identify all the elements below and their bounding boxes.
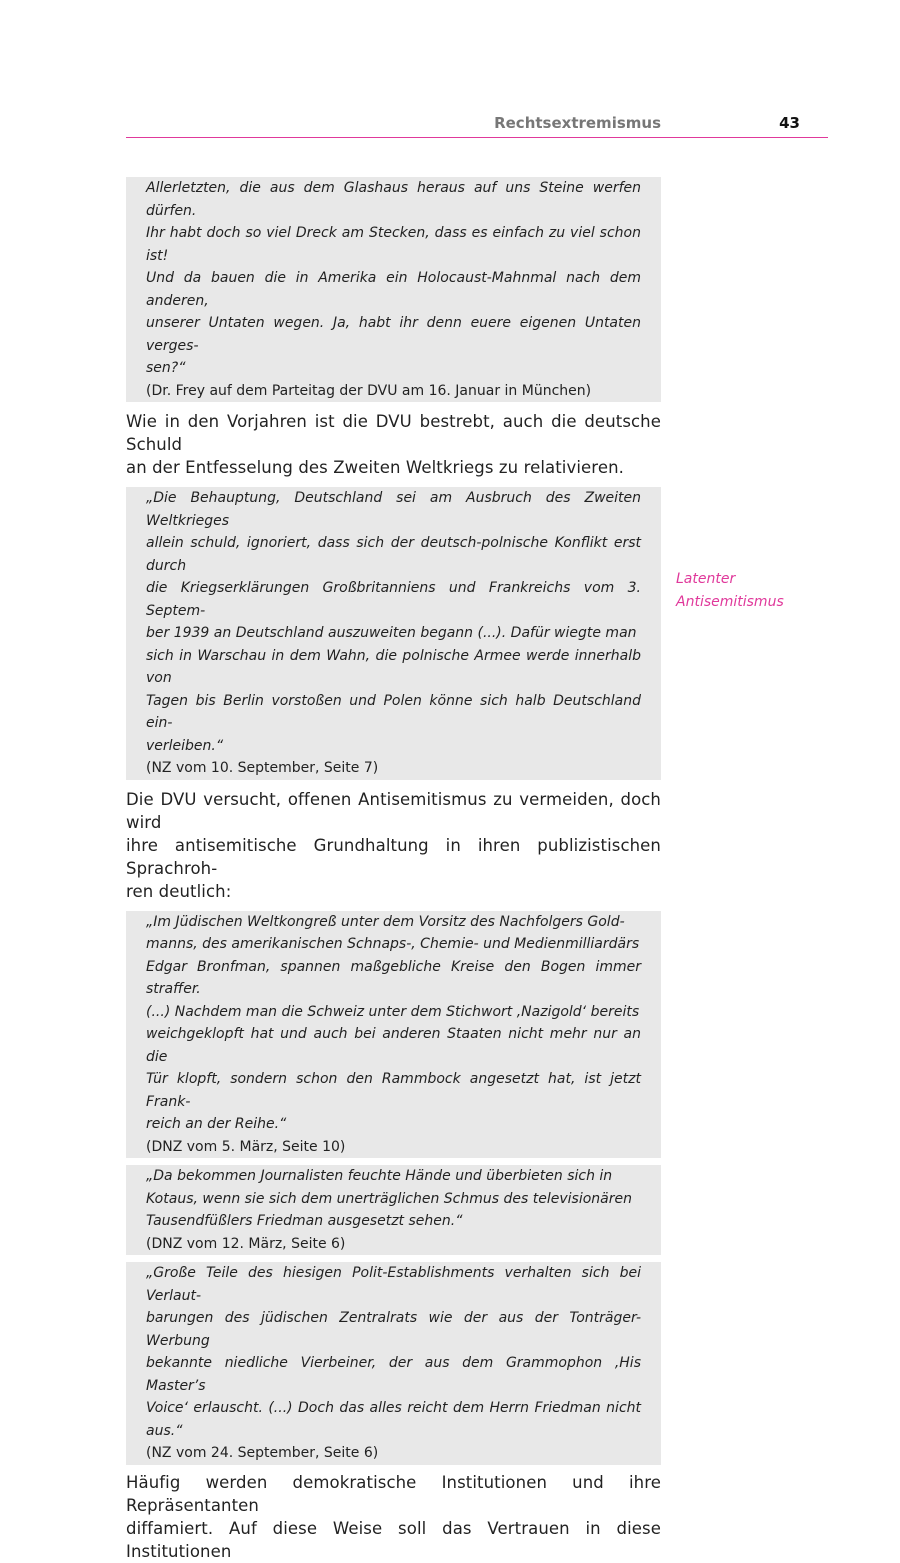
body-line: ihre antisemitische Grundhaltung in ihren publizistischen Sprachroh- (126, 835, 661, 878)
quote-line: barungen des jüdischen Zentralrats wie der aus der Tonträger-Werbung (146, 1310, 641, 1349)
main-content (126, 177, 661, 1563)
quote-block (126, 1262, 661, 1465)
margin-note-line: Latenter (676, 571, 736, 587)
quote-source: (DNZ vom 12. März, Seite 6) (146, 1235, 346, 1252)
quote-line: Und da bauen die in Amerika ein Holocaust-Mahnmal nach dem anderen, (146, 270, 641, 309)
body-paragraph (126, 788, 661, 903)
header-divider (126, 137, 828, 138)
quote-line: „Im Jüdischen Weltkongreß unter dem Vorsitz des Nachfolgers Gold- (146, 913, 625, 930)
quote-line: Tür klopft, sondern schon den Rammbock angesetzt hat, ist jetzt Frank- (146, 1071, 641, 1110)
quote-line: Tausendfüßlers Friedman ausgesetzt sehen.“ (146, 1213, 463, 1229)
quote-line: verleiben.“ (146, 737, 224, 754)
quote-text (146, 1262, 641, 1442)
body-paragraph (126, 410, 661, 479)
quote-line: Tagen bis Berlin vorstoßen und Polen könne sich halb Deutschland ein- (146, 692, 641, 731)
running-header-title: Rechtsextremismus (494, 114, 661, 132)
quote-line: bekannte niedliche Vierbeiner, der aus dem Grammophon ‚His Master’s (146, 1355, 641, 1394)
quote-line: sich in Warschau in dem Wahn, die polnische Armee werde innerhalb von (146, 647, 641, 686)
quote-line: Kotaus, wenn sie sich dem unerträglichen Schmus des televisionären (146, 1190, 632, 1207)
quote-line: „Große Teile des hiesigen Polit-Establishments verhalten sich bei Verlaut- (146, 1265, 641, 1304)
quote-text (146, 177, 641, 380)
body-line: diffamiert. Auf diese Weise soll das Vertrauen in diese Institutionen (126, 1518, 661, 1561)
quote-text (146, 487, 641, 757)
quote-source: (NZ vom 10. September, Seite 7) (146, 760, 379, 776)
quote-line: Voice‘ erlauscht. (...) Doch das alles reicht dem Herrn Friedman nicht aus.“ (146, 1400, 641, 1439)
quote-source: (DNZ vom 5. März, Seite 10) (146, 1138, 346, 1155)
quote-line: „Da bekommen Journalisten feuchte Hände und überbieten sich in (146, 1168, 613, 1184)
quote-line: (...) Nachdem man die Schweiz unter dem Stichwort ‚Nazigold‘ bereits (146, 1003, 640, 1020)
quote-text (146, 1165, 641, 1233)
body-line: ren deutlich: (126, 881, 232, 901)
margin-note-line: Antisemitismus (676, 594, 784, 610)
quote-block (126, 911, 661, 1159)
page-number: 43 (779, 114, 800, 132)
quote-line: unserer Untaten wegen. Ja, habt ihr denn euere eigenen Untaten verges- (146, 315, 641, 354)
quote-block (126, 487, 661, 780)
body-line: Die DVU versucht, offenen Antisemitismus zu vermeiden, doch wird (126, 789, 661, 832)
quote-line: allein schuld, ignoriert, dass sich der deutsch-polnische Konflikt erst durch (146, 535, 641, 574)
margin-note (676, 568, 826, 614)
quote-line: reich an der Reihe.“ (146, 1116, 287, 1132)
quote-line: Allerletzten, die aus dem Glashaus heraus auf uns Steine werfen dürfen. (146, 180, 641, 219)
quote-line: „Die Behauptung, Deutschland sei am Ausbruch des Zweiten Weltkrieges (146, 490, 641, 529)
quote-block (126, 177, 661, 402)
quote-line: die Kriegserklärungen Großbritanniens und Frankreichs vom 3. Septem- (146, 580, 641, 619)
quote-line: sen?“ (146, 360, 186, 376)
body-paragraph (126, 1471, 661, 1563)
quote-block (126, 1165, 661, 1255)
quote-line: Ihr habt doch so viel Dreck am Stecken, dass es einfach zu viel schon ist! (146, 225, 641, 264)
quote-line: Edgar Bronfman, spannen maßgebliche Kreise den Bogen immer straffer. (146, 958, 641, 997)
quote-line: weichgeklopft hat und auch bei anderen Staaten nicht mehr nur an die (146, 1026, 641, 1065)
body-line: Häufig werden demokratische Institutionen und ihre Repräsentanten (126, 1472, 661, 1515)
quote-text (146, 911, 641, 1136)
body-line: an der Entfesselung des Zweiten Weltkriegs zu relativieren. (126, 458, 624, 477)
quote-line: manns, des amerikanischen Schnaps-, Chemie- und Medienmilliardärs (146, 936, 640, 952)
quote-line: ber 1939 an Deutschland auszuweiten begann (...). Dafür wiegte man (146, 625, 637, 641)
body-line: Wie in den Vorjahren ist die DVU bestrebt, auch die deutsche Schuld (126, 412, 661, 454)
quote-source: (NZ vom 24. September, Seite 6) (146, 1445, 379, 1461)
quote-source: (Dr. Frey auf dem Parteitag der DVU am 16. Januar in München) (146, 382, 592, 399)
